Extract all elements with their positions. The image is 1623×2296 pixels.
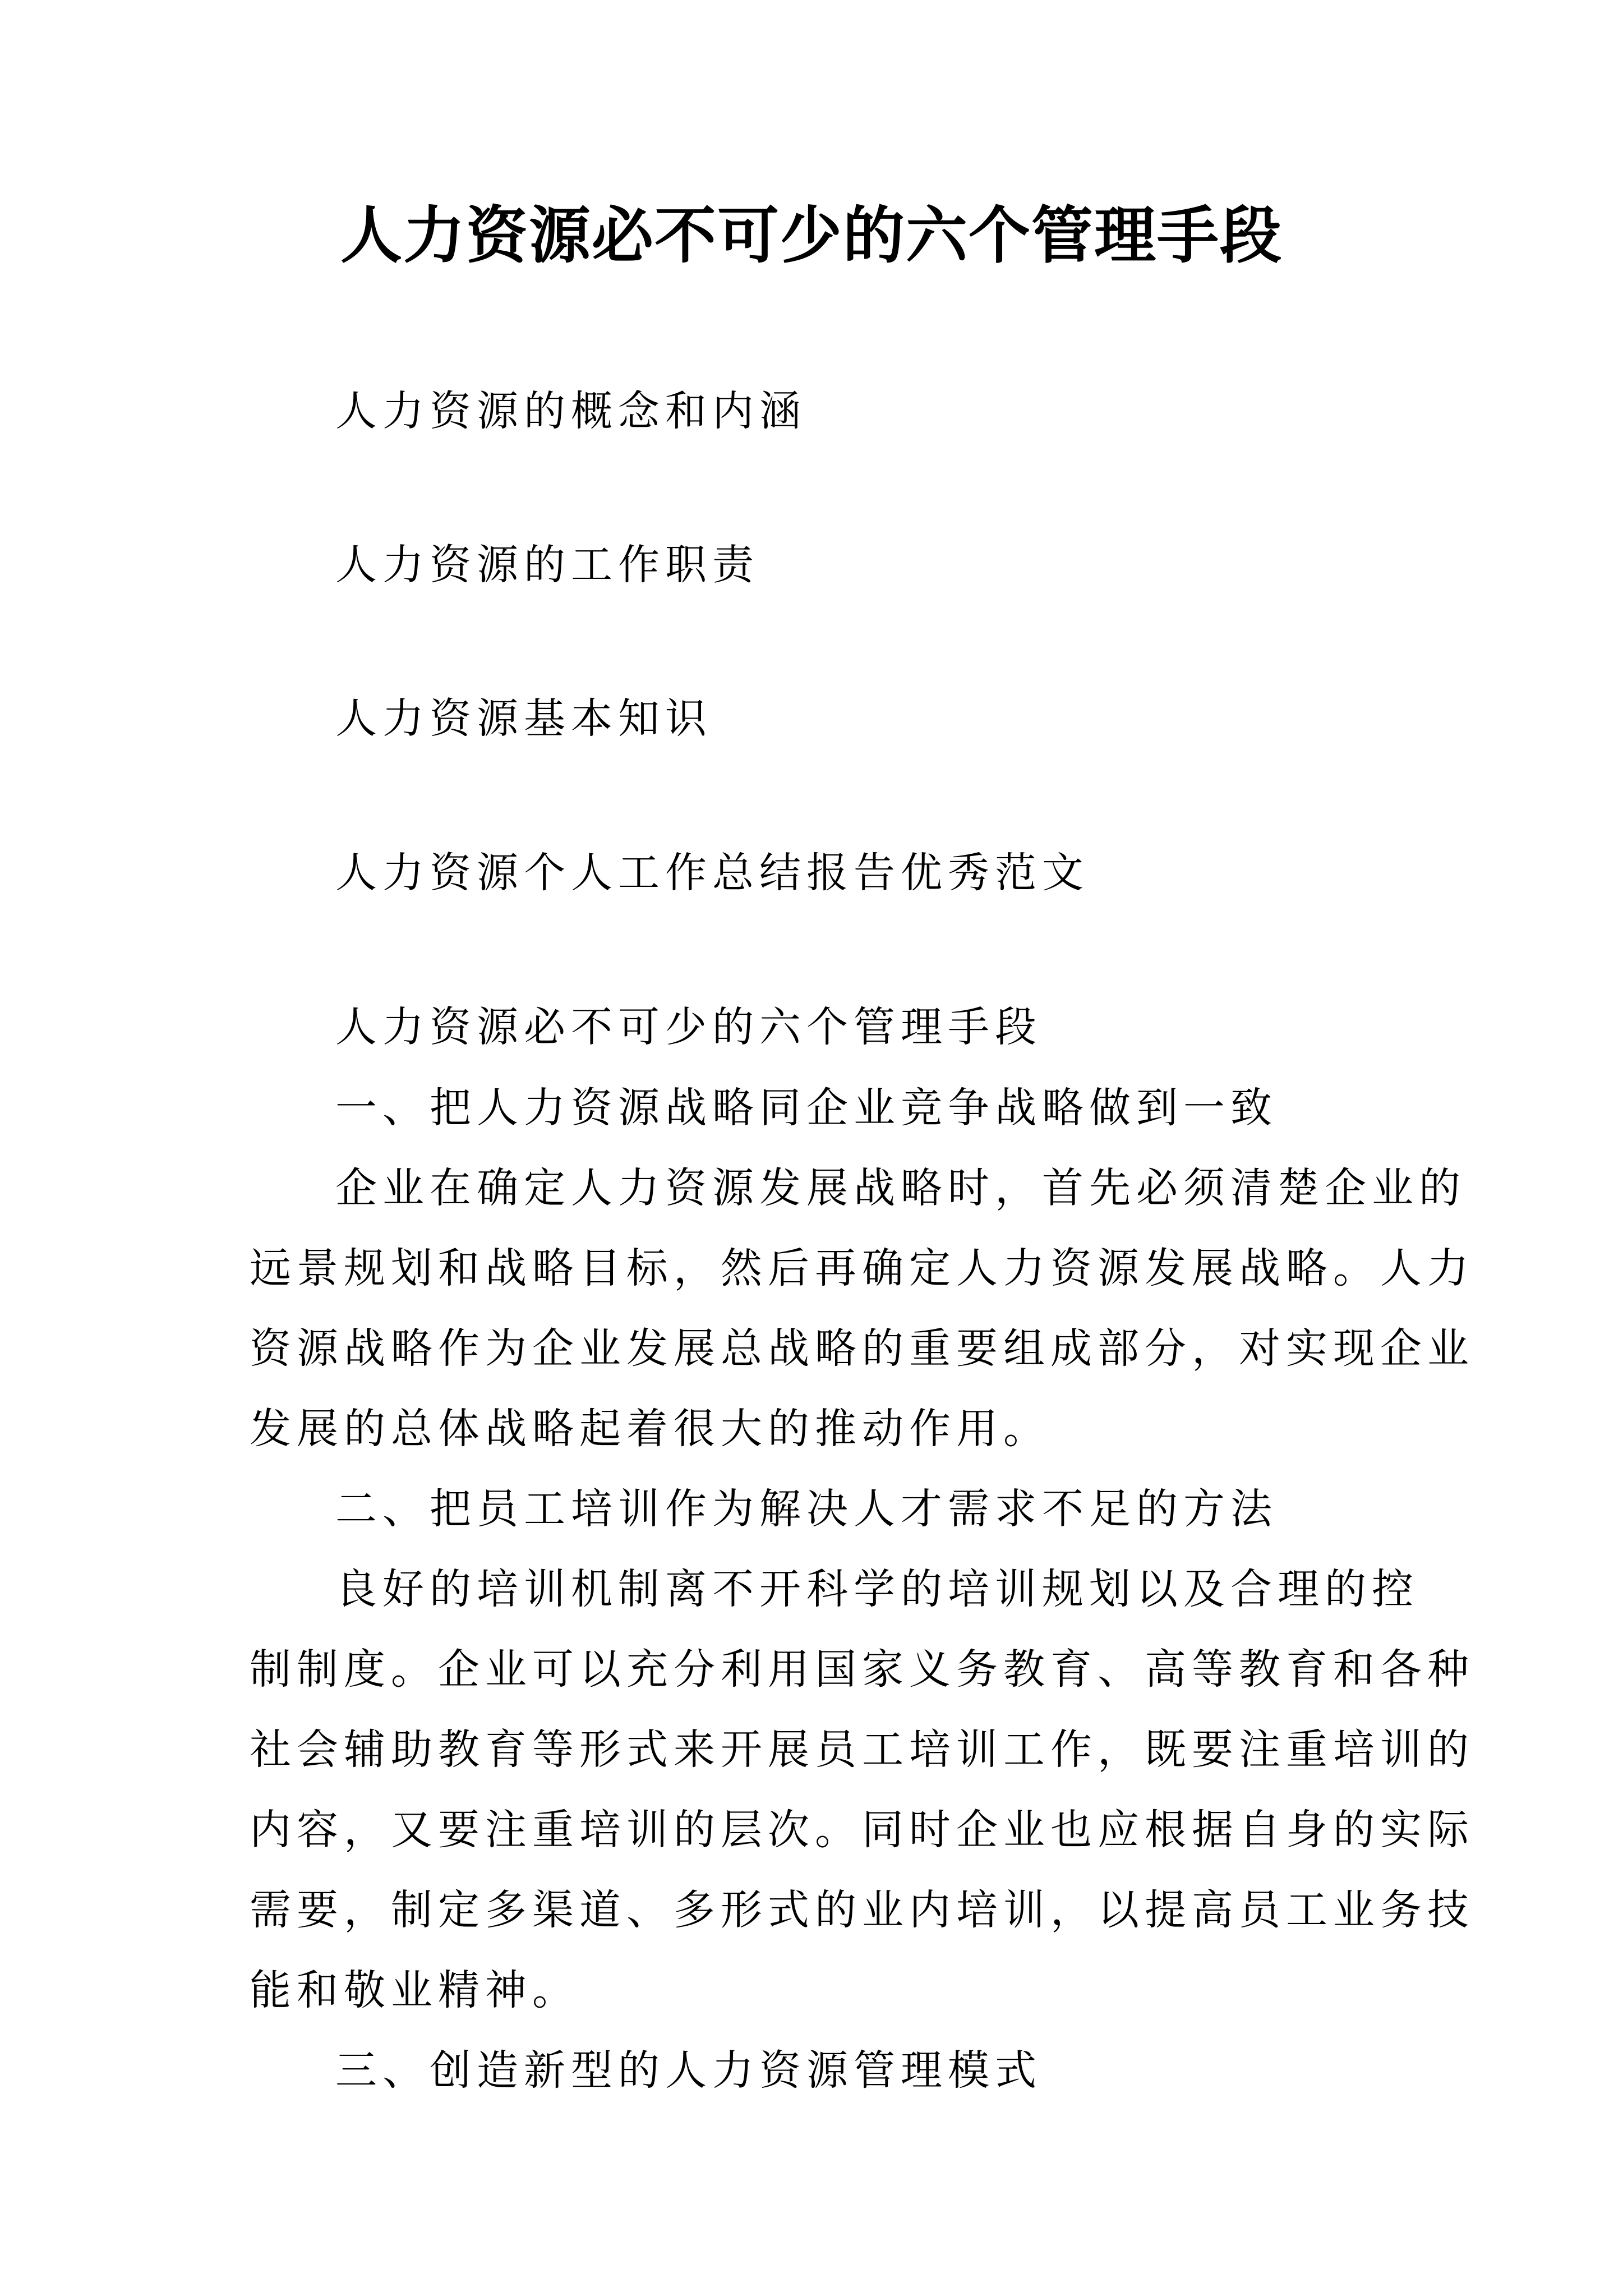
section-2-paragraph-line: 制制度。企业可以充分利用国家义务教育、高等教育和各种 xyxy=(250,1645,1474,1694)
section-2-paragraph-line: 能和敬业精神。 xyxy=(250,1966,579,2014)
body-heading: 人力资源必不可少的六个管理手段 xyxy=(335,1003,1042,1051)
related-link-3[interactable]: 人力资源基本知识 xyxy=(335,694,712,743)
section-2-title: 二、把员工培训作为解决人才需求不足的方法 xyxy=(335,1485,1278,1533)
document-title: 人力资源必不可少的六个管理手段 xyxy=(340,199,1283,272)
section-1-paragraph-line: 远景规划和战略目标，然后再确定人力资源发展战略。人力 xyxy=(250,1244,1474,1292)
section-3-title: 三、创造新型的人力资源管理模式 xyxy=(335,2046,1042,2095)
related-link-2[interactable]: 人力资源的工作职责 xyxy=(335,541,759,589)
section-1-paragraph-line: 资源战略作为企业发展总战略的重要组成部分，对实现企业 xyxy=(250,1324,1474,1373)
section-2-paragraph-line: 社会辅助教育等形式来开展员工培训工作，既要注重培训的 xyxy=(250,1726,1474,1774)
section-2-paragraph-line: 良好的培训机制离不开科学的培训规划以及合理的控 xyxy=(335,1565,1419,1613)
section-1-paragraph-line: 企业在确定人力资源发展战略时，首先必须清楚企业的 xyxy=(335,1164,1466,1212)
related-link-1[interactable]: 人力资源的概念和内涵 xyxy=(335,387,806,435)
section-2-paragraph-line: 需要，制定多渠道、多形式的业内培训，以提高员工业务技 xyxy=(250,1886,1474,1934)
related-link-4[interactable]: 人力资源个人工作总结报告优秀范文 xyxy=(335,849,1089,897)
section-1-title: 一、把人力资源战略同企业竞争战略做到一致 xyxy=(335,1084,1278,1132)
section-1-paragraph-line: 发展的总体战略起着很大的推动作用。 xyxy=(250,1405,1050,1453)
section-2-paragraph-line: 内容，又要注重培训的层次。同时企业也应根据自身的实际 xyxy=(250,1806,1474,1854)
